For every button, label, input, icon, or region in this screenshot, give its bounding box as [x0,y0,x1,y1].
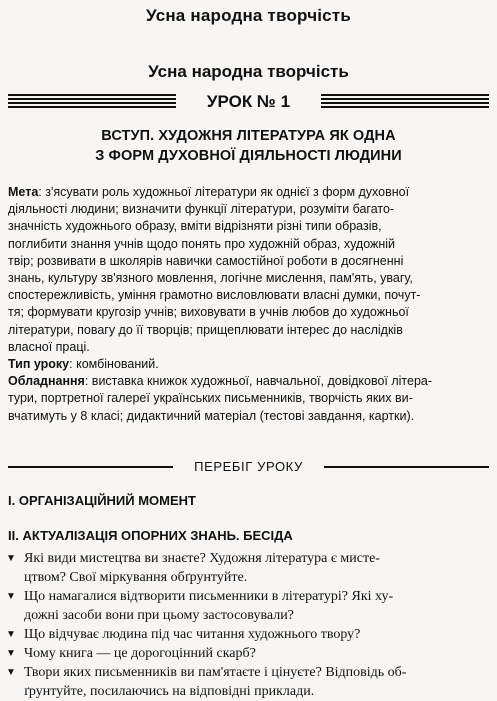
goal-line: значність художнього образу, вміти відрізняти різні типи образів, [8,219,382,234]
triangle-bullet-icon: ▼ [6,648,16,659]
divider-rule-right [324,466,489,468]
lesson-topic [20,126,477,166]
lesson-meta [8,184,487,425]
goal-line: літератури, повагу до її творців; прищеплювати інтерес до наслідків [8,322,403,337]
goal-label: Мета [8,185,39,199]
discussion-questions [6,549,489,701]
lesson-type-value: : комбінований. [69,357,159,372]
section-heading-actualization: ІІ. АКТУАЛІЗАЦІЯ ОПОРНИХ ЗНАНЬ. БЕСІДА [8,528,293,543]
goal-line: спостережливість, уміння грамотно висловлювати власні думки, почут- [8,288,421,303]
goal-line: Мета: з'ясувати роль художньої літератури як однієї з форм духовної [8,185,410,199]
question-item: ▼ Які види мистецтва ви знаєте? Художня література є мисте- цтвом? Свої міркування обґрунтуйте. [6,551,380,585]
question-item: ▼ Що намагалися відтворити письменники в літературі? Які ху- дожні засоби вони при цьому застосовували? [6,589,394,623]
equipment-paragraph [8,373,487,425]
goal-line: знань, культуру зв'язного мовлення, логічне мислення, пам'ять, увагу, [8,271,413,286]
course-divider [8,457,489,477]
course-heading: ПЕРЕБІГ УРОКУ [194,459,303,474]
equipment-label: Обладнання [8,374,85,389]
question-item: ▼ Що відчуває людина під час читання художнього твору? [6,627,361,642]
goal-line: діяльності людини; визначити функції літератури, розуміти багато- [8,202,395,217]
triangle-bullet-icon: ▼ [6,553,16,564]
equipment-line: тури, портретної галереї українських письменників, творчість яких ви- [8,391,413,406]
goal-paragraph [8,184,487,356]
triangle-bullet-icon: ▼ [6,591,16,602]
goal-line: тя; формувати кругозір учнів; виховувати в учнів любов до художньої [8,305,409,320]
equipment-line: вчатимуть у 8 класі; дидактичний матеріал (тестові завдання, картки). [8,408,415,423]
question-item: ▼ Чому книга — це дорогоцінний скарб? [6,646,256,661]
topic-line: ВСТУП. ХУДОЖНЯ ЛІТЕРАТУРА ЯК ОДНА [101,128,396,144]
running-head: Усна народна творчість [145,6,352,25]
equipment-line: Обладнання: виставка книжок художньої, навчальної, довідкової літера- [8,374,433,389]
goal-line: власної праці. [8,339,90,354]
lesson-banner [8,90,489,114]
lesson-type-paragraph [8,356,487,373]
lesson-type-label: Тип уроку [8,357,70,372]
topic-line: З ФОРМ ДУХОВНОЇ ДІЯЛЬНОСТІ ЛЮДИНИ [95,148,402,164]
triangle-bullet-icon: ▼ [6,629,16,640]
banner-rule-right [321,94,489,110]
triangle-bullet-icon: ▼ [6,667,16,678]
lesson-label: УРОК № 1 [206,92,291,111]
section-heading-organizational: І. ОРГАНІЗАЦІЙНИЙ МОМЕНТ [8,493,196,508]
goal-line: поглибити знання учнів щодо понять про художній образ, художній [8,236,396,251]
goal-line: твір; розвивати в школярів навички самостійної роботи в досягненні [8,253,404,268]
question-item: ▼ Твори яких письменників ви пам'ятаєте і цінуєте? Відповідь об- ґрунтуйте, посилаючись на відповідні приклади. [6,665,407,699]
chapter-title: Усна народна творчість [148,62,349,81]
